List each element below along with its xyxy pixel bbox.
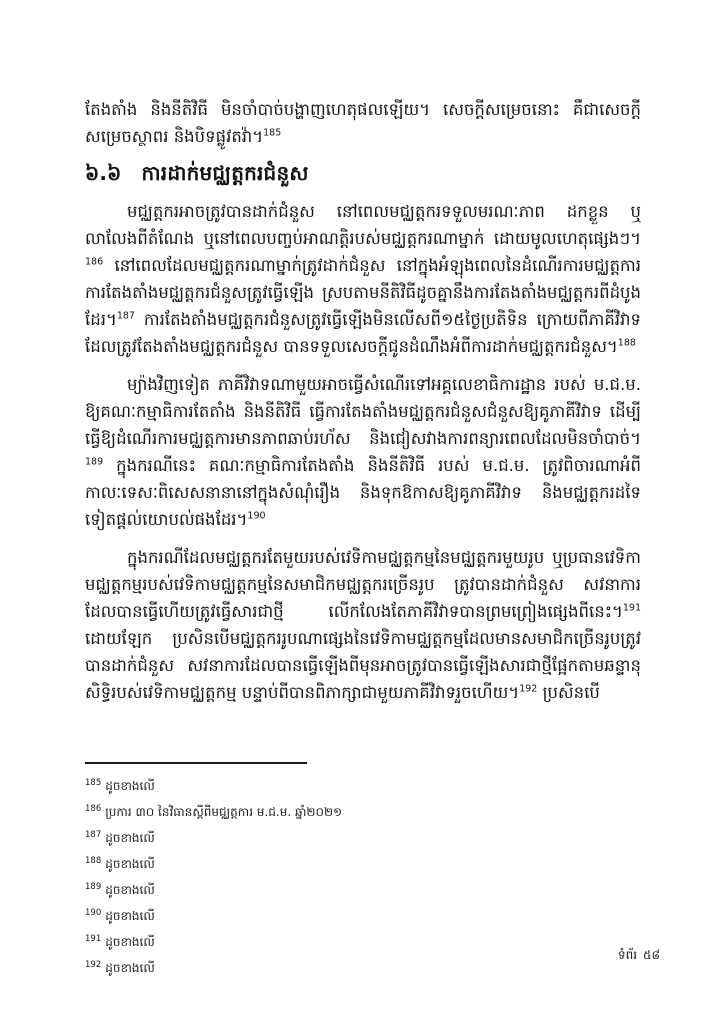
footnote-item [85,928,641,954]
footnote-item [85,772,641,798]
footnote-block [85,762,641,980]
footnote-number: 188 [85,856,102,866]
footnote-number: 192 [85,960,102,970]
footnote-item [85,798,641,824]
footnote-ref: 190 [247,510,266,522]
page-footer-number: ៥៨ [643,948,660,962]
body-paragraph-3: ក្នុងករណីដែលមជ្ឈត្តករតែមួយរបស់វេទិកាមជ្ឈត្តកម្មនៃមជ្ឈត្តករមួយរូប ឬប្រធានវេទិកាមជ្ឈត្តកម្មរបស់វេទិកាមជ្ឈត្តកម្មនៃសមាជិកមជ្ឈត្តករច្រើនរូប ត្រូវបានដាក់ជំនួស សវនាការដែលបានធ្វើហើយត្រូវធ្វើសារជាថ្មី លើកលែងតែភាគីវិវាទបានព្រមព្រៀងផ្សេងពីនេះ។$^{191}$ ដោយឡែក ប្រសិនបើមជ្ឈត្តកររូបណាផ្សេងនៃវេទិកាមជ្ឈត្តកម្មដែលមានសមាជិកច្រើនរូបត្រូវបានដាក់ជំនួស សវនាការដែលបានធ្វើឡើងពីមុនអាចត្រូវបានធ្វើឡើងសារជាថ្មីផ្អែកតាមឆន្ទានុសិទ្ធិរបស់វេទិកាមជ្ឈត្តកម្ម បន្ទាប់ពីបានពិភាក្សាជាមួយភាគីវិវាទរួចហើយ។$^{192}$ ប្រសិនបើ [85,548,641,702]
page-footer [618,947,660,965]
section-title: ការដាក់មជ្ឈត្តករជំនួស [141,161,309,185]
footnote-text: ដូចខាងលើ [105,831,155,845]
footnote-item [85,850,641,876]
footnote-number: 185 [85,778,102,788]
footnote-text: ដូចខាងលើ [105,857,155,871]
footnote-number: 186 [85,804,102,814]
footnote-item [85,824,641,850]
footnote-number: 191 [85,934,102,944]
section-heading [85,158,641,188]
footnote-ref: 191 [622,602,641,614]
footnote-item [85,902,641,928]
footnote-text: ដូចខាងលើ [105,961,155,975]
footnote-text: ដូចខាងលើ [105,883,155,897]
page-footer-label: ទំព័រ [617,948,637,962]
footnote-text: ប្រការ ៣០ នៃវិធានស្តីពីមជ្ឈត្តការ ម.ជ.ម. ឆ្នាំ២០២១ [105,805,343,819]
footnote-text: ដូចខាងលើ [105,909,155,923]
footnote-number: 187 [85,830,102,840]
footnote-number: 189 [85,882,102,892]
footnote-number: 190 [85,908,102,918]
footnote-text: ដូចខាងលើ [105,935,155,949]
footnote-text: ដូចខាងលើ [105,779,155,793]
content-area [85,96,641,717]
footnote-ref: 189 [85,456,104,468]
footnote-ref: 192 [519,683,538,695]
body-paragraph-2: ម្យ៉ាងវិញទៀត ភាគីវិវាទណាមួយអាចធ្វើសំណើរទៅអគ្គលេខាធិការដ្ឋាន របស់ ម.ជ.ម. ឱ្យគណៈកម្មាធិការតែតាំង និងនីតិវិធី ធ្វើការតែងតាំងមជ្ឈត្តករជំនួសជំនួសឱ្យគូភាគីវិវាទ ដើម្បីធ្វើឱ្យដំណើរការមជ្ឈត្តការមានភាពឆាប់រហ័ស និងជៀសវាងការពន្យារពេលដែលមិនចាំបាច់។$^{189}$ ក្នុងករណីនេះ គណៈកម្មាធិការតែងតាំង និងនីតិវិធី របស់ ម.ជ.ម. ត្រូវពិចារណាអំពីកាលៈទេសៈពិសេសនានានៅក្នុងសំណុំរឿង និងទុកឱកាសឱ្យគូភាគីវិវាទ និងមជ្ឈត្តករដទៃទៀតផ្តល់យោបល់ផងដែរ។$^{190}$ [85,375,641,529]
body-paragraph-1: មជ្ឈត្តករអាចត្រូវបានដាក់ជំនួស នៅពេលមជ្ឈត្តករទទួលមរណៈភាព ដកខ្លួន ឬលាលែងពីតំណែង ឬនៅពេលបញ្ចប់អាណត្តិរបស់មជ្ឈត្តករណាម្នាក់ ដោយមូលហេតុផ្សេងៗ។$^{186}$ នៅពេលដែលមជ្ឈត្តករណាម្នាក់ត្រូវដាក់ជំនួស នៅក្នុងអំឡុងពេលនៃដំណើរការមជ្ឈត្តការ ការតែងតាំងមជ្ឈត្តករជំនួសត្រូវធ្វើឡើង ស្របតាមនីតិវិធីដូចគ្នានឹងការតែងតាំងមជ្ឈត្តករពីដំបូងដែរ។$^{187}$ ការតែងតាំងមជ្ឈត្តករជំនួសត្រូវធ្វើឡើងមិនលើសពី១៥ថ្ងៃប្រតិទិន ក្រោយពីភាគីវិវាទដែលត្រូវតែងតាំងមជ្ឈត្តករជំនួស បានទទួលសេចក្តីជូនដំណឹងអំពីការដាក់មជ្ឈត្តករជំនួស។$^{188}$ [85,202,641,356]
footnote-ref: 185 [263,127,282,139]
section-number: ៦.៦ [85,161,122,185]
footnote-item [85,876,641,902]
intro-paragraph: តែងតាំង និងនីតិវិធី មិនចាំបាច់បង្ហាញហេតុផលឡើយ។ សេចក្តីសម្រេចនោះ គឺជាសេចក្តីសម្រេចស្ថាពរ និងបិទផ្លូវតវ៉ា។$^{185}$ [85,100,641,146]
footnote-ref: 186 [85,256,104,268]
footnote-separator [85,762,307,764]
footnote-ref: 188 [617,337,636,349]
footnote-item [85,954,641,980]
footnote-ref: 187 [116,310,135,322]
